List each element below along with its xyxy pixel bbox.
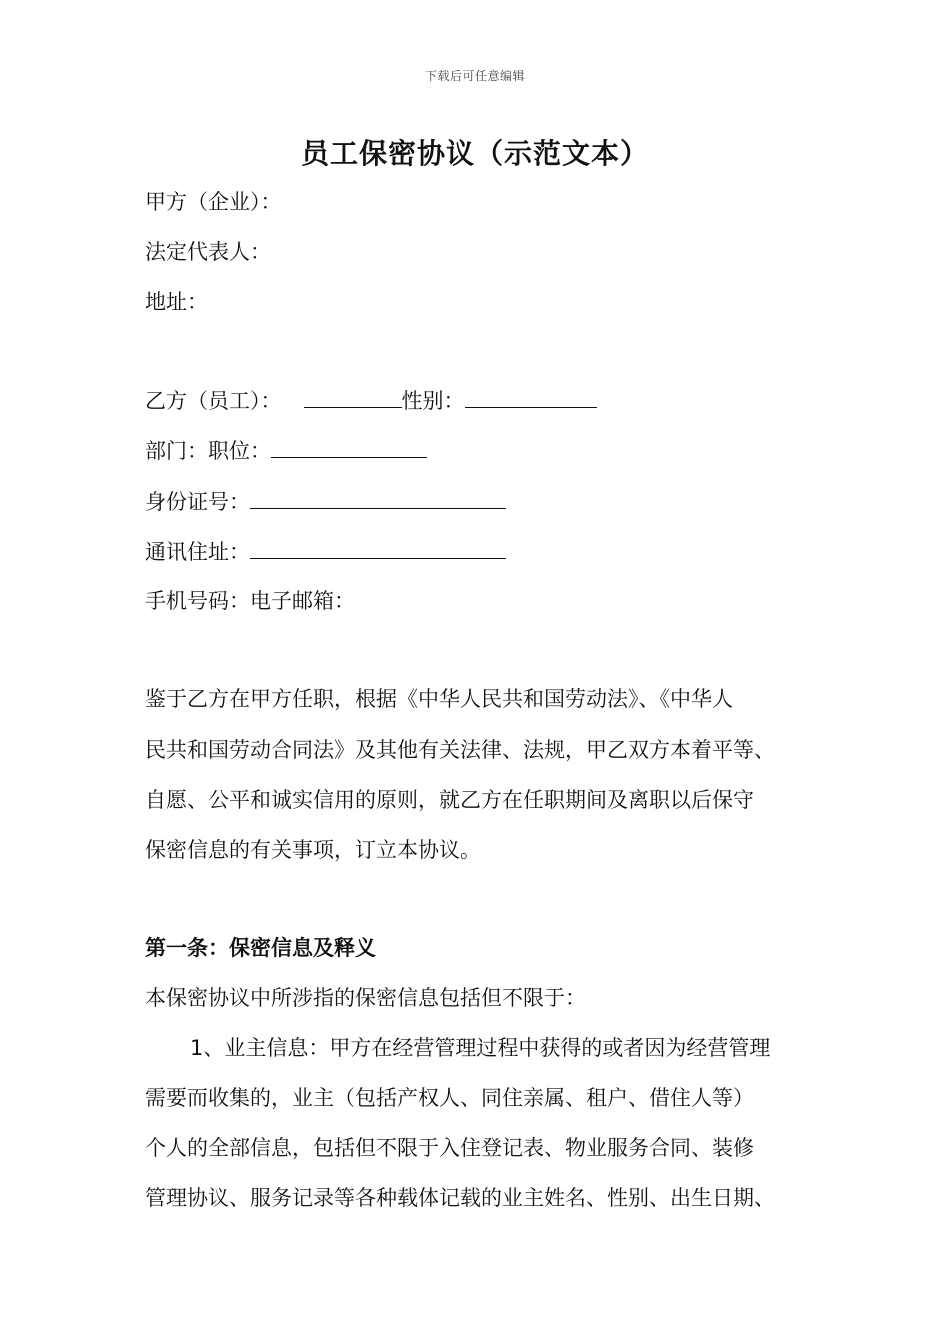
preamble-line: 鉴于乙方在甲方任职，根据《中华人民共和国劳动法》、《中华人 — [145, 687, 733, 711]
article-1-item-line: 1、业主信息：甲方在经营管理过程中获得的或者因为经营管理 — [190, 1036, 771, 1060]
preamble-line: 保密信息的有关事项，订立本协议。 — [145, 838, 481, 862]
preamble-line: 自愿、公平和诚实信用的原则，就乙方在任职期间及离职以后保守 — [145, 788, 754, 812]
party-a-company-line: 甲方（企业）： — [145, 190, 282, 214]
preamble-line: 民共和国劳动合同法》及其他有关法律、法规，甲乙双方本着平等、 — [145, 738, 775, 762]
article-1-intro: 本保密协议中所涉指的保密信息包括但不限于： — [145, 986, 586, 1010]
party-b-employee-line — [145, 385, 597, 416]
gender-blank — [465, 385, 597, 408]
position-blank — [271, 435, 427, 458]
id-number-blank — [250, 486, 506, 509]
employee-label: 乙方（员工）： — [145, 389, 282, 413]
id-number-label: 身份证号： — [145, 490, 250, 514]
mail-address-label: 通讯住址： — [145, 540, 250, 564]
gender-label: 性别： — [401, 389, 465, 413]
article-1-item-line: 需要而收集的，业主（包括产权人、同住亲属、租户、借住人等） — [145, 1086, 754, 1110]
mail-address-line — [145, 536, 506, 567]
department-position-line — [145, 435, 427, 466]
employee-name-blank — [304, 385, 402, 408]
mail-address-blank — [250, 536, 506, 559]
header-note: 下载后可任意编辑 — [424, 69, 525, 83]
article-1-item-line: 个人的全部信息，包括但不限于入住登记表、物业服务合同、装修 — [145, 1136, 754, 1160]
article-1-item-line: 管理协议、服务记录等各种载体记载的业主姓名、性别、出生日期、 — [145, 1186, 775, 1210]
id-number-line — [145, 486, 506, 517]
article-1-heading: 第一条：保密信息及释义 — [145, 936, 376, 960]
legal-representative-line: 法定代表人： — [145, 240, 271, 264]
phone-email-line: 手机号码：电子邮箱： — [145, 589, 355, 613]
address-line: 地址： — [145, 290, 208, 314]
document-title: 员工保密协议（示范文本） — [300, 137, 649, 170]
department-position-label: 部门：职位： — [145, 439, 271, 463]
